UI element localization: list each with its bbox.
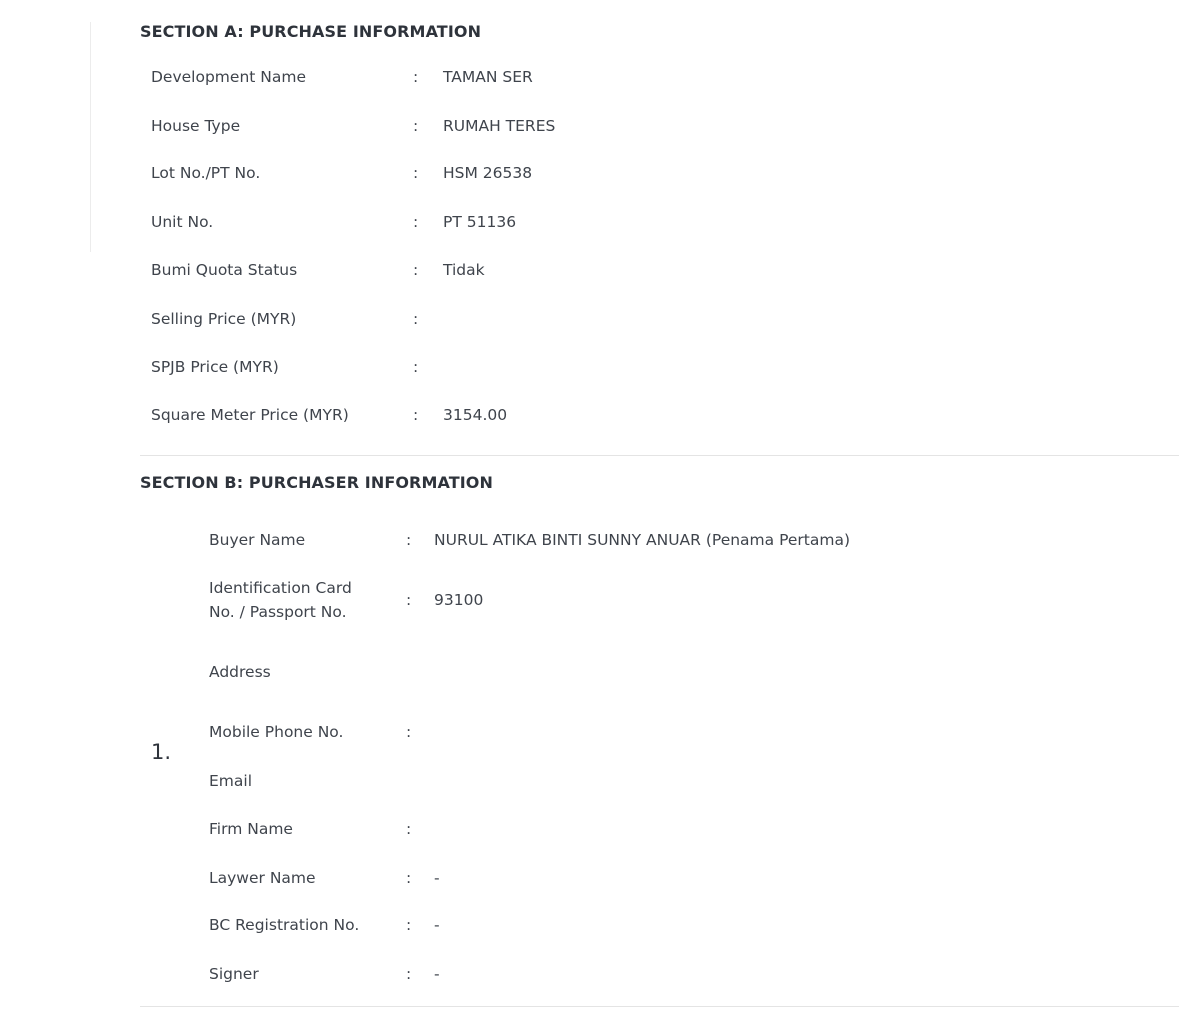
email-label: Email: [209, 772, 253, 790]
bc-registration-colon: :: [406, 916, 412, 934]
house-type-value: RUMAH TERES: [443, 117, 556, 135]
signer-value: -: [434, 965, 440, 983]
house-type-colon: :: [413, 117, 419, 135]
firm-name-label: Firm Name: [209, 820, 293, 838]
section-b-title: SECTION B: PURCHASER INFORMATION: [140, 473, 494, 492]
house-type-label: House Type: [151, 117, 241, 135]
section-a-title: SECTION A: PURCHASE INFORMATION: [140, 22, 482, 41]
buyer-number: 1.: [151, 740, 172, 764]
unit-no-colon: :: [413, 213, 419, 231]
spjb-price-colon: :: [413, 358, 419, 376]
square-meter-price-colon: :: [413, 406, 419, 424]
development-name-value: TAMAN SER: [443, 68, 533, 86]
identification-colon: :: [406, 591, 412, 609]
development-name-label: Development Name: [151, 68, 306, 86]
identification-label: [209, 576, 352, 624]
bumi-quota-status-value: Tidak: [443, 261, 485, 279]
bc-registration-value: -: [434, 916, 440, 934]
signer-colon: :: [406, 965, 412, 983]
firm-name-colon: :: [406, 820, 412, 838]
bc-registration-label: BC Registration No.: [209, 916, 360, 934]
lawyer-name-label: Laywer Name: [209, 869, 316, 887]
signer-label: Signer: [209, 965, 259, 983]
buyer-name-value: NURUL ATIKA BINTI SUNNY ANUAR (Penama Pertama): [434, 531, 851, 549]
mobile-phone-label: Mobile Phone No.: [209, 723, 344, 741]
lawyer-name-value: -: [434, 869, 440, 887]
development-name-colon: :: [413, 68, 419, 86]
lawyer-name-colon: :: [406, 869, 412, 887]
buyer-name-colon: :: [406, 531, 412, 549]
selling-price-colon: :: [413, 310, 419, 328]
identification-label-line2: No. / Passport No.: [209, 603, 347, 621]
unit-no-label: Unit No.: [151, 213, 214, 231]
unit-no-value: PT 51136: [443, 213, 517, 231]
selling-price-label: Selling Price (MYR): [151, 310, 297, 328]
address-label: Address: [209, 663, 271, 681]
bumi-quota-status-colon: :: [413, 261, 419, 279]
section-divider: [140, 455, 1179, 456]
bottom-divider: [140, 1006, 1179, 1007]
lot-no-value: HSM 26538: [443, 164, 533, 182]
identification-label-line1: Identification Card: [209, 579, 352, 597]
square-meter-price-value: 3154.00: [443, 406, 508, 424]
bumi-quota-status-label: Bumi Quota Status: [151, 261, 298, 279]
square-meter-price-label: Square Meter Price (MYR): [151, 406, 349, 424]
lot-no-colon: :: [413, 164, 419, 182]
lot-no-label: Lot No./PT No.: [151, 164, 261, 182]
identification-value: 93100: [434, 591, 484, 609]
spjb-price-label: SPJB Price (MYR): [151, 358, 279, 376]
buyer-name-label: Buyer Name: [209, 531, 306, 549]
mobile-phone-colon: :: [406, 723, 412, 741]
left-border-line: [90, 22, 91, 252]
